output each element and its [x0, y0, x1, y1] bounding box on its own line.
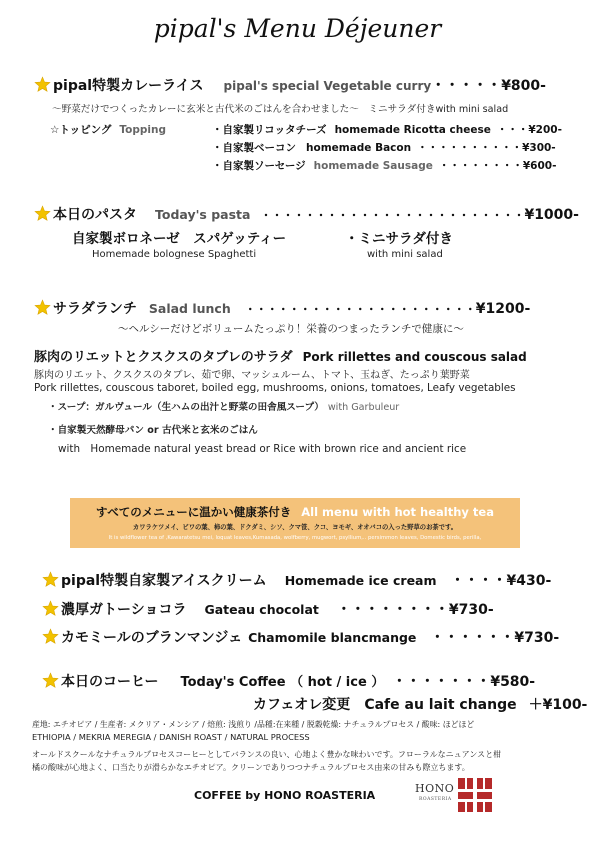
salad-soup-en: with Garbuleur — [327, 402, 400, 413]
topping-dots: ・・・ — [496, 124, 529, 136]
salad-name-en: Salad lunch — [148, 301, 231, 316]
roaster-logo-icon — [458, 778, 492, 812]
page-title: pipal's Menu Déjeuner — [153, 14, 442, 43]
coffee-origin-ja: 産地: エチオピア / 生産者: メクリア・メンシア / 焙煎: 浅煎り /品種:在来種 / 脱穀乾燥: ナチュラルプロセス / 酸味: ほどほど — [32, 720, 475, 729]
pasta-dish-ja: 自家製ボロネーゼ スパゲッティー — [72, 231, 287, 247]
coffee-description-2: 橘の酸味が心地よく、口当たりが滑らかなエチオピア。クリーンでありつつナチュラルプロセス由来の甘みも際立ちます。 — [32, 763, 470, 772]
coffee-change-ja: カフェオレ変更 — [253, 697, 351, 713]
salad-soup-ja: ・スープ：ガルヴュール（生ハムの出汁と野菜の田舎風スープ） — [48, 402, 324, 413]
dessert-name-ja: pipal特製自家製アイスクリーム — [61, 573, 267, 589]
topping-label-en: Topping — [119, 124, 166, 136]
coffee-price: ¥580- — [490, 674, 536, 690]
roaster-credit: COFFEE by HONO ROASTERIA — [194, 789, 376, 802]
coffee-origin-en: ETHIOPIA / MEKRIA MEREGIA / DANISH ROAST / NATURAL PROCESS — [32, 732, 310, 742]
star-icon — [34, 76, 51, 93]
coffee-dots: ・・・・・・・ — [392, 674, 491, 690]
dessert-price: ¥430- — [506, 573, 552, 589]
topping-dots: ・・・・・・・・ — [438, 160, 523, 172]
dessert-row — [42, 627, 559, 647]
salad-dish — [34, 346, 527, 365]
salad-ingredients-ja: 豚肉のリエット、クスクスのタブレ、茹で卵、マッシュルーム、トマト、玉ねぎ、たっぷり葉野菜 — [34, 370, 470, 381]
dessert-name-ja: カモミールのブランマンジェ — [61, 630, 243, 646]
pasta-side-ja: ・ミニサラダ付き — [345, 231, 453, 247]
coffee-name-ja: 本日のコーヒー — [61, 674, 159, 690]
dessert-dots: ・・・・・・ — [430, 630, 515, 646]
topping-price: ¥600- — [522, 160, 557, 172]
topping-row — [212, 140, 556, 155]
salad-description: ～ヘルシーだけどボリュームたっぷり！栄養のつまったランチで健康に～ — [118, 323, 464, 335]
topping-dots: ・・・・・・・・・・ — [417, 142, 523, 154]
tea-ingredients-ja: カワラケツメイ、ビワの葉、柿の葉、ドクダミ、シソ、クマ笹、クコ、ヨモギ、オオバコの入った野草のお茶です。 — [132, 524, 458, 531]
topping-price: ¥300- — [522, 142, 556, 154]
salad-price: ¥1200- — [475, 301, 531, 317]
dessert-name-ja: 濃厚ガトーショコラ — [61, 602, 187, 618]
topping-name-ja: ・自家製ソーセージ — [212, 160, 306, 172]
topping-name-ja: ・自家製ベーコン — [212, 142, 296, 154]
dessert-price: ¥730- — [514, 630, 560, 646]
salad-soup — [48, 399, 399, 413]
salad-dots: ・・・・・・・・・・・・・・・・・・・・・ — [244, 303, 476, 316]
tea-ingredients-en: It is wildflower tea of ,Kawaratetsu mei, loquat leaves,Kumasada, wolfberry, mugwort, psyllium,.. persimmon leaves, Domestic birds, perilla, — [108, 535, 482, 541]
dessert-dots: ・・・・・・・・ — [336, 602, 449, 618]
salad-bread-ja: ・自家製天然酵母パン or 古代米と玄米のごはん — [48, 425, 258, 436]
dessert-dots: ・・・・ — [450, 573, 507, 589]
salad-ingredients-en: Pork rillettes, couscous taboret, boiled egg, mushrooms, onions, tomatoes, Leafy vegetables — [34, 382, 516, 394]
pasta-name-en: Today's pasta — [155, 207, 251, 222]
curry-name-en: pipal's special Vegetable curry — [223, 79, 432, 93]
curry-heading — [34, 75, 546, 95]
star-icon — [34, 299, 51, 316]
roaster-logo-text: HONO — [415, 782, 455, 795]
coffee-change-en: Cafe au lait change — [364, 697, 517, 713]
dessert-name-en: Chamomile blancmange — [248, 630, 417, 645]
curry-name-ja: pipal特製カレーライス — [53, 78, 204, 94]
curry-price: ¥800- — [501, 78, 546, 94]
pasta-price: ¥1000- — [524, 207, 579, 223]
dessert-name-en: Gateau chocolat — [204, 602, 319, 617]
curry-dots: ・・・・・ — [431, 78, 502, 94]
topping-row — [212, 122, 562, 137]
dessert-row — [42, 570, 551, 590]
topping-row — [212, 158, 556, 173]
star-icon — [42, 628, 59, 645]
tea-headline-en: All menu with hot healthy tea — [301, 505, 494, 519]
coffee-change — [253, 694, 587, 714]
topping-name-en: homemade Bacon — [306, 142, 412, 154]
tea-headline-ja: すべてのメニューに温かい健康茶付き — [95, 505, 292, 519]
dessert-price: ¥730- — [448, 602, 494, 618]
dessert-name-en: Homemade ice cream — [284, 573, 437, 588]
pasta-name-ja: 本日のパスタ — [53, 207, 137, 223]
star-icon — [42, 571, 59, 588]
roaster-logo-subtext: ROASTERIA — [419, 797, 452, 802]
coffee-name-en: Today's Coffee （ hot / ice ） — [180, 675, 385, 690]
star-icon — [42, 672, 59, 689]
tea-banner — [70, 498, 520, 548]
pasta-side-en: with mini salad — [367, 249, 443, 260]
pasta-dots: ・・・・・・・・・・・・・・・・・・・・・・・・ — [260, 209, 525, 222]
coffee-description-1: オールドスクールなナチュラルプロセスコーヒーとしてバランスの良い、心地よく豊かな味わいです。フローラルなニュアンスと柑 — [32, 750, 502, 759]
topping-price: ¥200- — [528, 124, 562, 136]
tea-headline — [70, 504, 520, 520]
salad-bread-en: with Homemade natural yeast bread or Rice with brown rice and ancient rice — [58, 443, 467, 455]
salad-dish-ja: 豚肉のリエットとクスクスのタブレのサラダ — [34, 350, 293, 365]
topping-name-en: homemade Sausage — [313, 160, 433, 172]
pasta-heading — [34, 204, 579, 224]
curry-description: ～野菜だけでつくったカレーに玄米と古代米のごはんを合わせました～ ミニサラダ付きwith mini salad — [52, 104, 509, 115]
topping-name-ja: ・自家製リコッタチーズ — [212, 124, 327, 136]
star-icon — [34, 205, 51, 222]
salad-name-ja: サラダランチ — [53, 301, 137, 317]
salad-heading — [34, 298, 530, 318]
dessert-row — [42, 599, 494, 619]
coffee-change-price: ＋¥100- — [528, 697, 588, 713]
topping-label — [50, 122, 166, 137]
topping-label-ja: ☆トッピング — [50, 124, 112, 136]
topping-name-en: homemade Ricotta cheese — [334, 124, 491, 136]
star-icon — [42, 600, 59, 617]
pasta-dish-en: Homemade bolognese Spaghetti — [92, 249, 257, 260]
salad-dish-en: Pork rillettes and couscous salad — [302, 350, 527, 364]
coffee-heading — [42, 671, 535, 691]
